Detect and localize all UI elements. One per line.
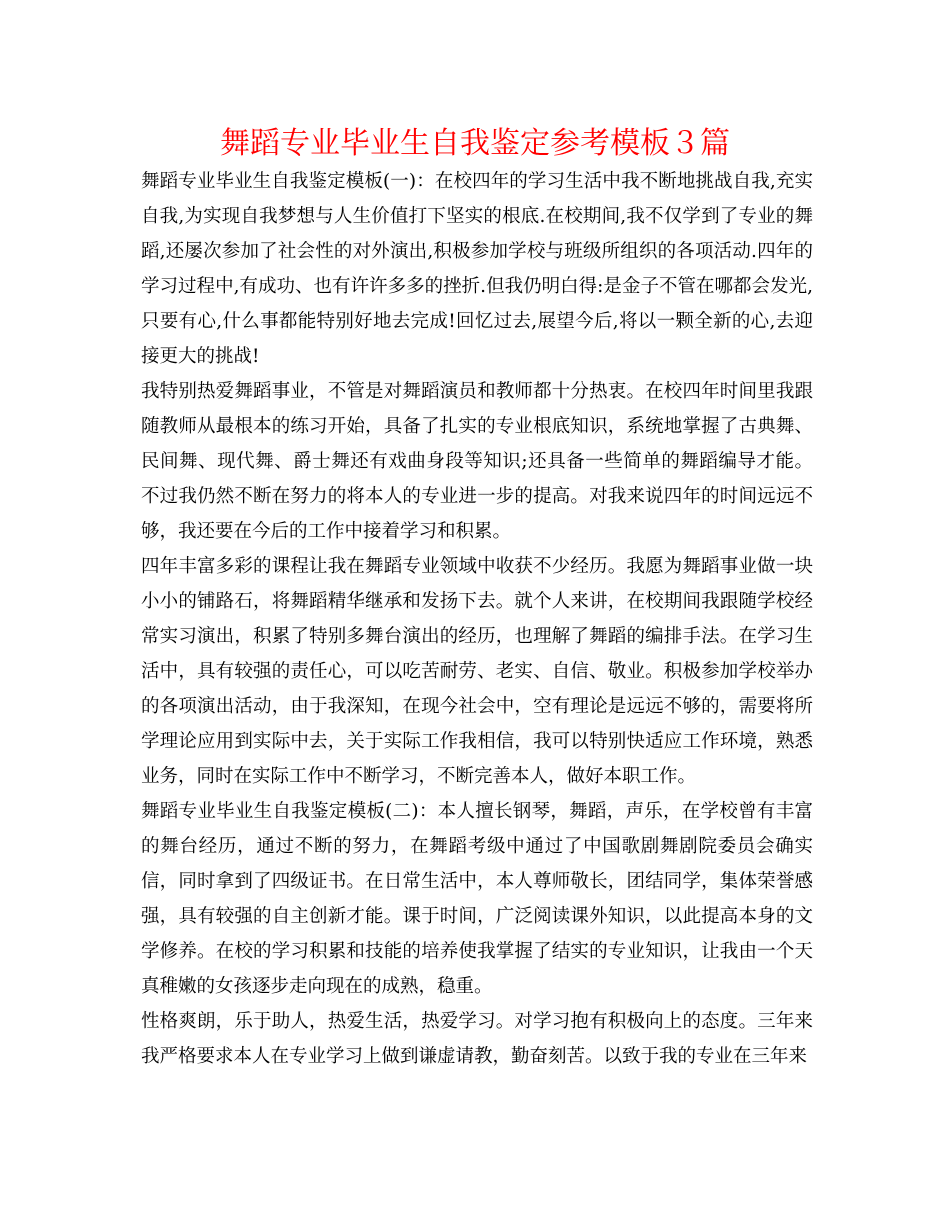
paragraph-2: 我特别热爱舞蹈事业，不管是对舞蹈演员和教师都十分热衷。在校四年时间里我跟随教师从最根本的练习开始，具备了扎实的专业根底知识，系统地掌握了古典舞、民间舞、现代舞、爵士舞还有戏曲身段等知识;还具备一些简单的舞蹈编导才能。不过我仍然不断在努力的将本人的专业进一步的提高。对我来说四年的时间远远不够，我还要在今后的工作中接着学习和积累。: [141, 381, 813, 542]
paragraph-4: 舞蹈专业毕业生自我鉴定模板(二)：本人擅长钢琴，舞蹈，声乐，在学校曾有丰富的舞台经历，通过不断的努力，在舞蹈考级中通过了中国歌剧舞剧院委员会确实信，同时拿到了四级证书。在日常生活中，本人尊师敬长，团结同学，集体荣誉感强，具有较强的自主创新才能。课于时间，广泛阅读课外知识，以此提高本身的文学修养。在校的学习积累和技能的培养使我掌握了结实的专业知识，让我由一个天真稚嫩的女孩逐步走向现在的成熟，稳重。: [141, 801, 813, 997]
paragraph-5: 性格爽朗，乐于助人，热爱生活，热爱学习。对学习抱有积极向上的态度。三年来我严格要求本人在专业学习上做到谦虚请教，勤奋刻苦。以致于我的专业在三年来: [141, 1011, 813, 1067]
document-body: [141, 164, 813, 1074]
paragraph-3: 四年丰富多彩的课程让我在舞蹈专业领域中收获不少经历。我愿为舞蹈事业做一块小小的铺路石，将舞蹈精华继承和发扬下去。就个人来讲，在校期间我跟随学校经常实习演出，积累了特别多舞台演出的经历，也理解了舞蹈的编排手法。在学习生活中，具有较强的责任心，可以吃苦耐劳、老实、自信、敬业。积极参加学校举办的各项演出活动，由于我深知，在现今社会中，空有理论是远远不够的，需要将所学理论应用到实际中去，关于实际工作我相信，我可以特别快适应工作环境，熟悉业务，同时在实际工作中不断学习，不断完善本人，做好本职工作。: [141, 556, 813, 787]
paragraph-1: 舞蹈专业毕业生自我鉴定模板(一)：在校四年的学习生活中我不断地挑战自我,充实自我,为实现自我梦想与人生价值打下坚实的根底.在校期间,我不仅学到了专业的舞蹈,还屡次参加了社会性的对外演出,积极参加学校与班级所组织的各项活动.四年的学习过程中,有成功、也有许许多多的挫折.但我仍明白得:是金子不管在哪都会发光,只要有心,什么事都能特别好地去完成!回忆过去,展望今后,将以一颗全新的心,去迎接更大的挑战!: [141, 171, 813, 367]
document-title: 舞蹈专业毕业生自我鉴定参考模板３篇: [220, 126, 730, 161]
